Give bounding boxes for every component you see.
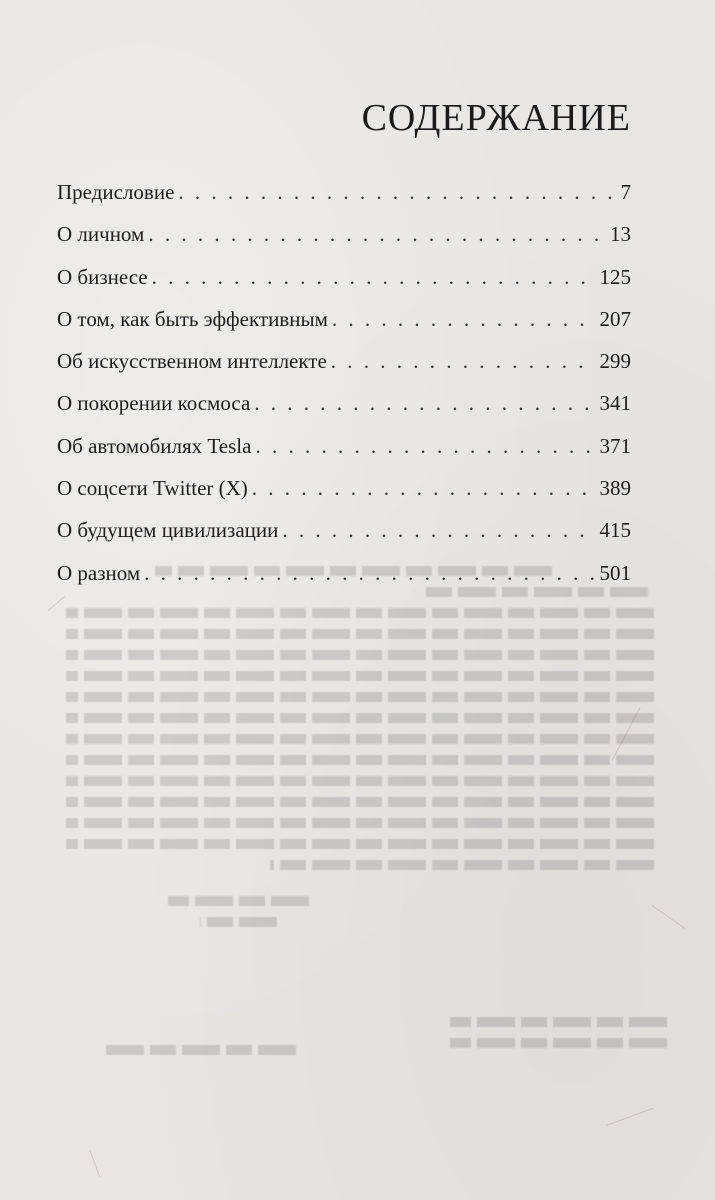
dot-leader (282, 518, 595, 543)
toc-entry-space[interactable] (57, 391, 631, 433)
reverse-page-show-through (40, 555, 680, 1095)
toc-entry-twitter[interactable] (57, 476, 631, 518)
toc-entry-title: О личном (57, 222, 145, 247)
paper-fiber (90, 1150, 101, 1177)
toc-entry-tesla[interactable] (57, 434, 631, 476)
toc-entry-title: О бизнесе (57, 264, 148, 289)
toc-entry-title: Предисловие (57, 180, 175, 204)
dot-leader (254, 391, 595, 416)
dot-leader (144, 561, 595, 586)
dot-leader (178, 180, 616, 205)
toc-entry-page: 415 (599, 518, 631, 543)
table-of-contents (57, 180, 631, 603)
toc-entry-title: О том, как быть эффективным (57, 306, 328, 331)
toc-entry-misc[interactable] (57, 561, 631, 603)
toc-entry-page: 299 (599, 349, 631, 374)
toc-entry-page: 501 (599, 560, 631, 585)
toc-entry-ai[interactable] (57, 349, 631, 391)
toc-entry-page: 13 (610, 222, 631, 247)
page-title: СОДЕРЖАНИЕ (361, 97, 631, 139)
toc-entry-title: Об искусственном интеллекте (57, 349, 327, 374)
paper-fiber (606, 1108, 653, 1126)
dot-leader (252, 476, 596, 501)
toc-entry-page: 7 (620, 180, 631, 204)
toc-entry-page: 371 (599, 433, 631, 458)
toc-entry-personal[interactable] (57, 222, 631, 264)
dot-leader (152, 265, 596, 290)
toc-entry-business[interactable] (57, 265, 631, 307)
dot-leader (255, 434, 595, 459)
dot-leader (148, 222, 606, 247)
toc-entry-page: 389 (599, 476, 631, 501)
toc-entry-page: 341 (599, 391, 631, 416)
toc-entry-civilization[interactable] (57, 518, 631, 560)
toc-entry-page: 125 (599, 264, 631, 289)
toc-entry-title: О покорении космоса (57, 391, 251, 416)
dot-leader (331, 349, 596, 374)
dot-leader (332, 307, 596, 332)
toc-entry-page: 207 (599, 306, 631, 331)
toc-entry-preface[interactable] (57, 180, 631, 222)
toc-entry-title: О соцсети Twitter (X) (57, 476, 248, 501)
toc-entry-title: О разном (57, 560, 141, 585)
toc-entry-effectiveness[interactable] (57, 307, 631, 349)
toc-entry-title: Об автомобилях Tesla (57, 433, 252, 458)
toc-entry-title: О будущем цивилизации (57, 518, 279, 543)
